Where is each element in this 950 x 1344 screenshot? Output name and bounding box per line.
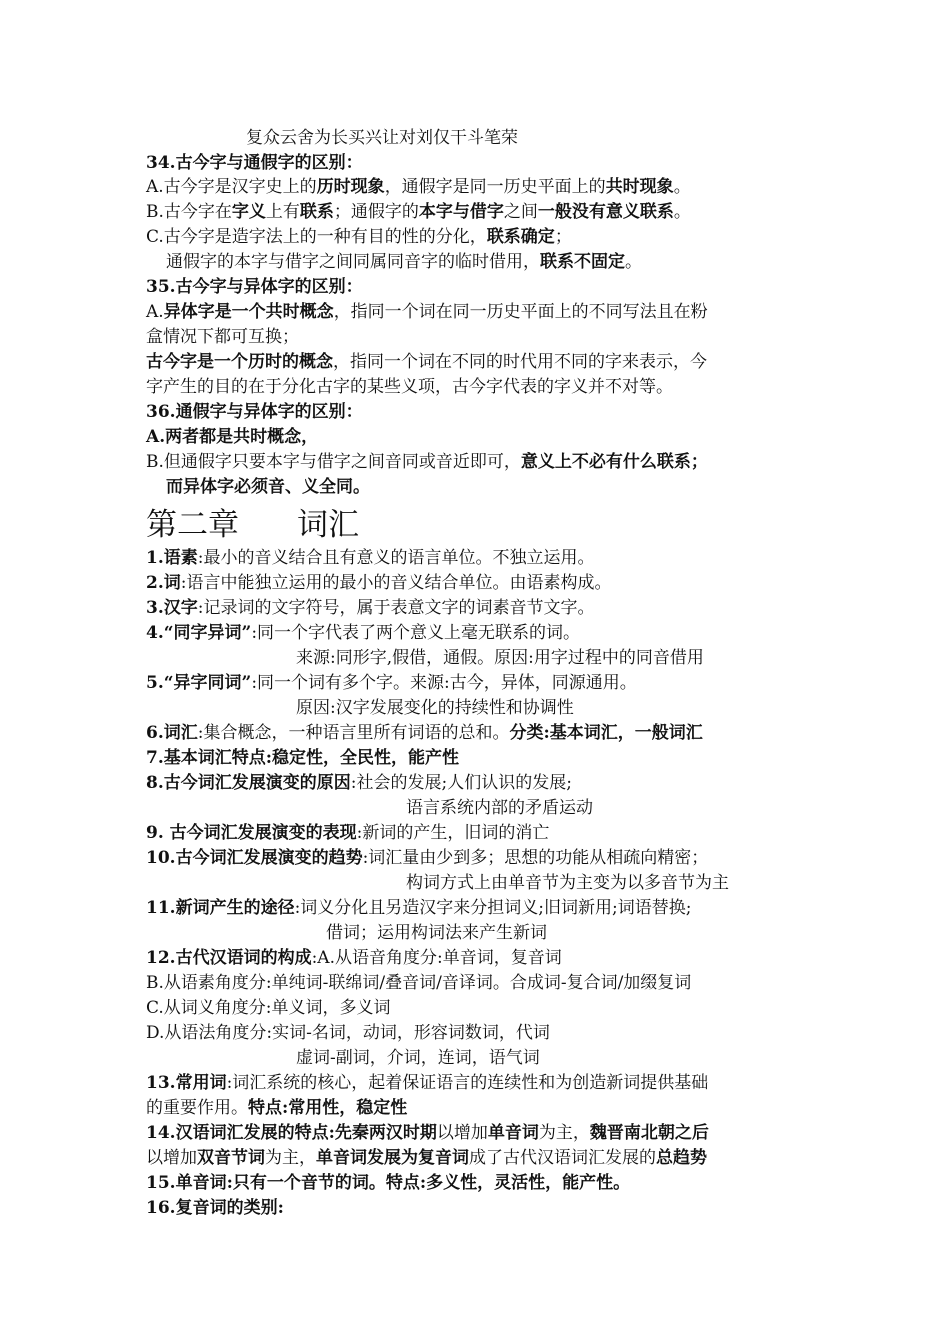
text-run: 借词；运用构词法来产生新词 [326,923,547,943]
bold-text: 34.古今字与通假字的区别： [146,153,363,173]
bold-text: 15. [146,1173,176,1193]
bold-text: 古今字是一个历时的概念 [146,352,333,372]
text-line [146,846,708,870]
bold-text: 联系确定 [486,227,555,247]
bold-text: 35.古今字与异体字的区别： [146,277,363,297]
text-line [326,921,547,945]
text-run: 为主， [265,1148,316,1168]
text-line [146,896,692,920]
text-run: :词义分化且另造汉字来分担词义;旧词新用;词语替换; [294,898,692,918]
bold-text: 8. [146,773,164,793]
text-line [146,450,708,474]
bold-text: 基本词汇特点:稳定性，全民性，能产性 [163,748,460,768]
text-run: :最小的音义结合且有意义的语言单位。不独立运用。 [197,548,595,568]
text-line [146,1171,630,1195]
text-line [146,996,391,1020]
text-run: :社会的发展;人们认识的发展; [350,773,572,793]
bold-text: 12. [146,948,176,968]
bold-text: 9. [146,823,170,843]
bold-text: 联系 [299,202,334,222]
text-run: 成了古代汉语词汇发展的 [469,1148,656,1168]
text-run: 来源:同形字,假借，通假。原因:用字过程中的同音借用 [296,648,704,668]
text-line [146,721,703,745]
text-line [246,126,518,150]
bold-text: 11. [146,898,176,918]
text-line [146,771,572,795]
text-run: D.从语法角度分:实词-名词，动词，形容词数词，代词 [146,1023,550,1043]
bold-text: 魏晋南北朝之后 [589,1123,709,1143]
bold-text: 常用词 [175,1073,227,1093]
text-run: 之间 [503,202,538,222]
text-run: 字产生的目的在于分化古字的某些义项，古今字代表的字义并不对等。 [146,377,673,397]
bold-text: 16. [146,1198,176,1218]
text-run: 语言系统内部的矛盾运动 [406,798,593,818]
text-line [146,546,594,570]
bold-text: 古今词汇发展演变的趋势 [175,848,363,868]
bold-text: 共时现象 [605,177,674,197]
text-run: :语言中能独立运用的最小的音义结合单位。由语素构成。 [180,573,612,593]
bold-text: 36.通假字与异体字的区别： [146,402,363,422]
bold-text: 而异体字必须音、义全同。 [166,477,370,497]
text-line [146,200,691,224]
text-run: 原因:汉字发展变化的持续性和协调性 [296,698,574,718]
bold-text: 单音词发展为复音词 [316,1148,469,1168]
bold-text: 1. [146,548,164,568]
bold-text: 汉字 [163,598,198,618]
bold-text: 13. [146,1073,176,1093]
text-line [146,946,562,970]
bold-text: 古代汉语词的构成 [175,948,312,968]
text-line [146,151,363,175]
text-run: ，指同一个词在同一历史平面上的不同写法且在粉 [333,302,708,322]
text-run: B.古今字在 [146,202,232,222]
text-run: :记录词的文字符号，属于表意文字的词素音节文字。 [197,598,595,618]
bold-text: 联系不固定 [540,252,625,272]
bold-text: 新词产生的途径 [175,898,295,918]
text-run: B.从语素角度分:单纯词-联绵词/叠音词/音译词。合成词-复合词/加缀复词 [146,973,692,993]
text-run: ；通假字的 [333,202,419,222]
text-line [146,621,580,645]
text-line [146,571,611,595]
text-line [146,971,691,995]
text-run: 词汇 [297,507,359,543]
text-run: 构词方式上由单音节为主变为以多音节为主 [406,873,729,893]
text-run: :词汇量由少到多；思想的功能从相疏向精密； [362,848,709,868]
text-line [146,400,363,424]
bold-text: 双音节词 [197,1148,265,1168]
bold-text: 7. [146,748,164,768]
chapter-heading [146,505,359,545]
text-line [146,275,363,299]
bold-text: “异字同词” [163,673,252,693]
text-line [296,646,704,670]
bold-text: A.两者都是共时概念， [146,427,319,447]
text-line [146,225,572,249]
text-run: :同一个字代表了两个意义上毫无联系的词。 [251,623,581,643]
bold-text: 本字与借字 [418,202,504,222]
text-run: :同一个词有多个字。来源:古今，异体，同源通用。 [251,673,637,693]
bold-text: 单音词:只有一个音节的词。特点:多义性，灵活性，能产性。 [175,1173,631,1193]
text-line [296,696,574,720]
text-run: ，通假字是同一历史平面上的 [384,177,606,197]
text-line [146,425,318,449]
text-line [146,1196,284,1220]
bold-text: 14. [146,1123,176,1143]
text-run: ，指同一个词在不同的时代用不同的字来表示，今 [333,352,707,372]
text-line [146,325,299,349]
text-run: 以增加 [146,1148,197,1168]
text-run: :A.从语音角度分:单音词，复音词 [311,948,562,968]
bold-text: 复音词的类别: [175,1198,284,1218]
text-run: 以增加 [436,1123,488,1143]
bold-text: 汉语词汇发展的特点: [175,1123,335,1143]
text-run: B.但通假字只要本字与借字之间音同或音近即可， [146,452,521,472]
text-line [146,671,637,695]
bold-text: 3. [146,598,164,618]
bold-text: 语素 [163,548,198,568]
bold-text: 6. [146,723,164,743]
text-run: ； [554,227,572,247]
text-run: A. [146,302,164,322]
bold-text: 10. [146,848,176,868]
text-run: C.从词义角度分:单义词，多义词 [146,998,391,1018]
text-line [146,746,459,770]
text-run: :词汇系统的核心，起着保证语言的连续性和为创造新词提供基础 [226,1073,709,1093]
text-run: 盒情况下都可互换； [146,327,299,347]
text-line [406,796,593,820]
text-run: 。 [673,177,691,197]
text-run: 为主， [538,1123,590,1143]
text-run: :集合概念，一种语言里所有词语的总和。 [197,723,510,743]
text-line [146,1146,707,1170]
text-line [166,250,642,274]
bold-text: “同字异词” [163,623,252,643]
text-run: 。 [673,202,691,222]
text-line [146,350,707,374]
text-run: C.古今字是造字法上的一种有目的性的分化， [146,227,487,247]
bold-text: 总趋势 [656,1148,707,1168]
text-line [146,375,673,399]
text-run: 第二章 [146,507,239,543]
bold-text: 词汇 [163,723,198,743]
text-line [146,821,549,845]
text-line [146,300,708,324]
text-line [146,596,594,620]
text-line [146,1071,708,1095]
text-line [146,1021,550,1045]
bold-text: 字义 [231,202,266,222]
text-run: 复众云舍为长买兴让对刘仅干斗笔荣 [246,128,518,148]
text-line [146,175,691,199]
bold-text: 词 [163,573,181,593]
text-line [406,871,729,895]
bold-text: 历时现象 [316,177,385,197]
text-run: 通假字的本字与借字之间同属同音字的临时借用， [166,252,540,272]
bold-text: 先秦两汉时期 [334,1123,437,1143]
bold-text: 古今词汇发展演变的原因 [163,773,351,793]
text-run: :新词的产生，旧词的消亡 [356,823,550,843]
bold-text: 4. [146,623,164,643]
bold-text: 5. [146,673,164,693]
text-run: 虚词-副词，介词，连词，语气词 [296,1048,540,1068]
text-line [146,1096,407,1120]
text-run: 。 [625,252,642,272]
bold-text: 一般没有意义联系 [537,202,674,222]
bold-text: 古今词汇发展演变的表现 [169,823,357,843]
bold-text: 2. [146,573,164,593]
text-line [166,475,370,499]
text-line [146,1121,709,1145]
bold-text: 异体字是一个共时概念 [163,302,334,322]
bold-text: 分类:基本词汇，一般词汇 [509,723,703,743]
bold-text: 意义上不必有什么联系； [520,452,708,472]
text-run: 上有 [265,202,300,222]
text-line [296,1046,540,1070]
bold-text: 特点:常用性，稳定性 [248,1098,408,1118]
text-run: 的重要作用。 [146,1098,248,1118]
bold-text: 单音词 [487,1123,539,1143]
text-run: A.古今字是汉字史上的 [146,177,317,197]
